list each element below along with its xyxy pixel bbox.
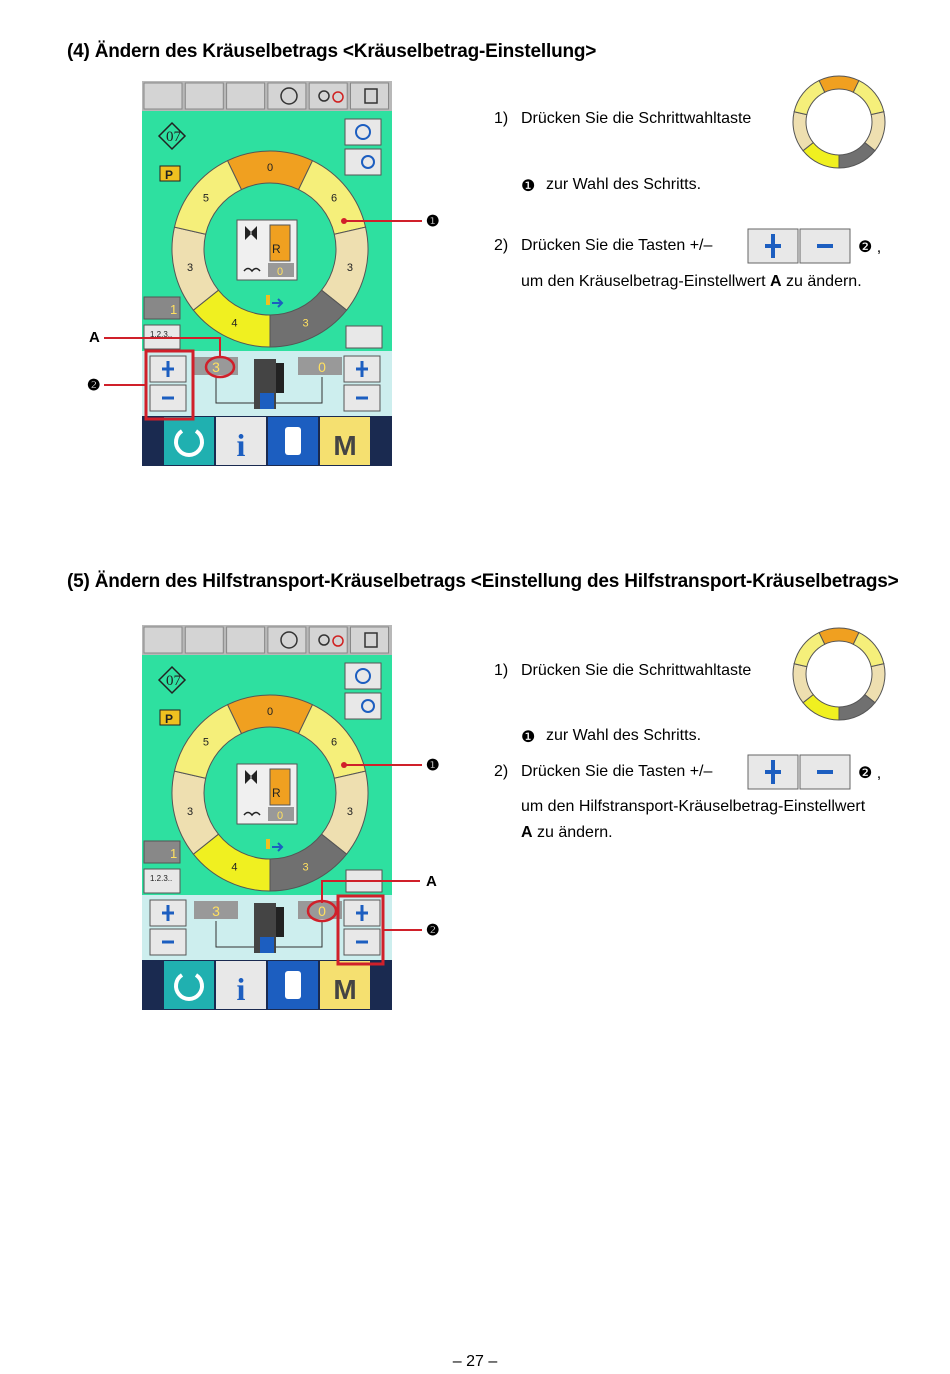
step-1-text: Drücken Sie die Schrittwahltaste — [521, 110, 752, 127]
mini-ring-segment-0 — [819, 628, 859, 644]
ring-segment-label: 3 — [187, 262, 194, 275]
folder-label: P — [165, 712, 174, 726]
left-counter: 1 — [170, 302, 178, 317]
step-2-marker: ❷ , — [858, 239, 882, 256]
pattern-value: 0 — [277, 266, 284, 278]
callout-marker-2: ❷ — [87, 377, 101, 394]
step-2-continuation-1: um den Hilfstransport-Kräuselbetrag-Einstellwert — [521, 798, 866, 815]
ring-segment-label: 0 — [266, 705, 274, 718]
mini-ring-segment-6 — [794, 633, 825, 667]
program-number: 07 — [166, 673, 181, 689]
callout-a: A — [89, 329, 100, 346]
main-value: 3 — [212, 359, 220, 375]
mini-ring-segment-5 — [793, 664, 813, 703]
callout-marker-1: ❶ — [426, 757, 440, 774]
plus-minus-svg — [747, 754, 851, 790]
menu-label: M — [333, 974, 357, 1005]
step-1-marker: ❶ — [521, 178, 536, 195]
aux-value: 0 — [318, 359, 326, 375]
ring-segment-label: 3 — [302, 317, 309, 330]
pattern-value: 0 — [277, 810, 284, 822]
plus-minus-buttons-icon — [747, 754, 851, 790]
page-number: – 27 – — [452, 1353, 498, 1370]
callout-a: A — [426, 873, 437, 890]
step-2-marker: ❷ , — [858, 765, 882, 782]
ring-segment-label: 5 — [202, 192, 209, 205]
step-2-text: Drücken Sie die Tasten +/– — [521, 237, 713, 254]
folder-label: P — [165, 168, 174, 182]
step-2-number: 2) — [494, 237, 509, 254]
mini-ring-svg — [789, 626, 889, 722]
mode-label: 1.2.3.. — [150, 874, 173, 883]
ring-segment-label: 5 — [202, 736, 209, 749]
ring-segment-label: 4 — [231, 861, 238, 874]
callout-marker-1: ❶ — [426, 213, 440, 230]
ring-segment-label: 3 — [302, 861, 309, 874]
step-1-number: 1) — [494, 110, 509, 127]
ring-segment-label: 4 — [231, 317, 238, 330]
program-number: 07 — [166, 129, 181, 145]
info-icon: i — [236, 427, 246, 463]
ring-segment-label: 6 — [331, 192, 338, 205]
step-2-cont-post: zu ändern. — [781, 273, 862, 290]
value-a-ref: A — [521, 824, 533, 841]
menu-label: M — [333, 430, 357, 461]
step-2-number: 2) — [494, 763, 509, 780]
pattern-letter: R — [272, 786, 281, 800]
step-1-number: 1) — [494, 662, 509, 679]
ring-segment-label: 3 — [187, 806, 194, 819]
callout-marker-2: ❷ — [426, 922, 440, 939]
step-2-cont2-post: zu ändern. — [532, 824, 613, 841]
step-1-marker: ❶ — [521, 729, 536, 746]
pattern-letter: R — [272, 242, 281, 256]
mode-label: 1.2.3.. — [150, 330, 173, 339]
step-2-continuation-2 — [521, 824, 613, 842]
value-a-ref: A — [770, 273, 782, 290]
mini-ring-segment-3 — [839, 695, 875, 720]
step-1-text: Drücken Sie die Schrittwahltaste — [521, 662, 752, 679]
mini-ring-segment-1 — [853, 633, 884, 667]
info-icon: i — [236, 971, 246, 1007]
ring-segment-label: 3 — [346, 262, 353, 275]
step-1-continuation: zur Wahl des Schritts. — [546, 176, 702, 193]
section-5-heading: (5) Ändern des Hilfstransport-Kräuselbetrags <Einstellung des Hilfstransport-Kräuselbetrags> — [67, 571, 899, 592]
main-value: 3 — [212, 903, 220, 919]
step-2-text: Drücken Sie die Tasten +/– — [521, 763, 713, 780]
step-2-cont-pre: um den Kräuselbetrag-Einstellwert — [521, 273, 771, 290]
ring-segment-label: 3 — [346, 806, 353, 819]
step-select-ring-icon — [789, 626, 889, 727]
aux-value: 0 — [318, 903, 326, 919]
section-4-heading: (4) Ändern des Kräuselbetrags <Kräuselbetrag-Einstellung> — [67, 41, 597, 62]
ring-segment-label: 0 — [266, 161, 274, 174]
left-counter: 1 — [170, 846, 178, 861]
ring-segment-label: 6 — [331, 736, 338, 749]
step-1-continuation: zur Wahl des Schritts. — [546, 727, 702, 744]
